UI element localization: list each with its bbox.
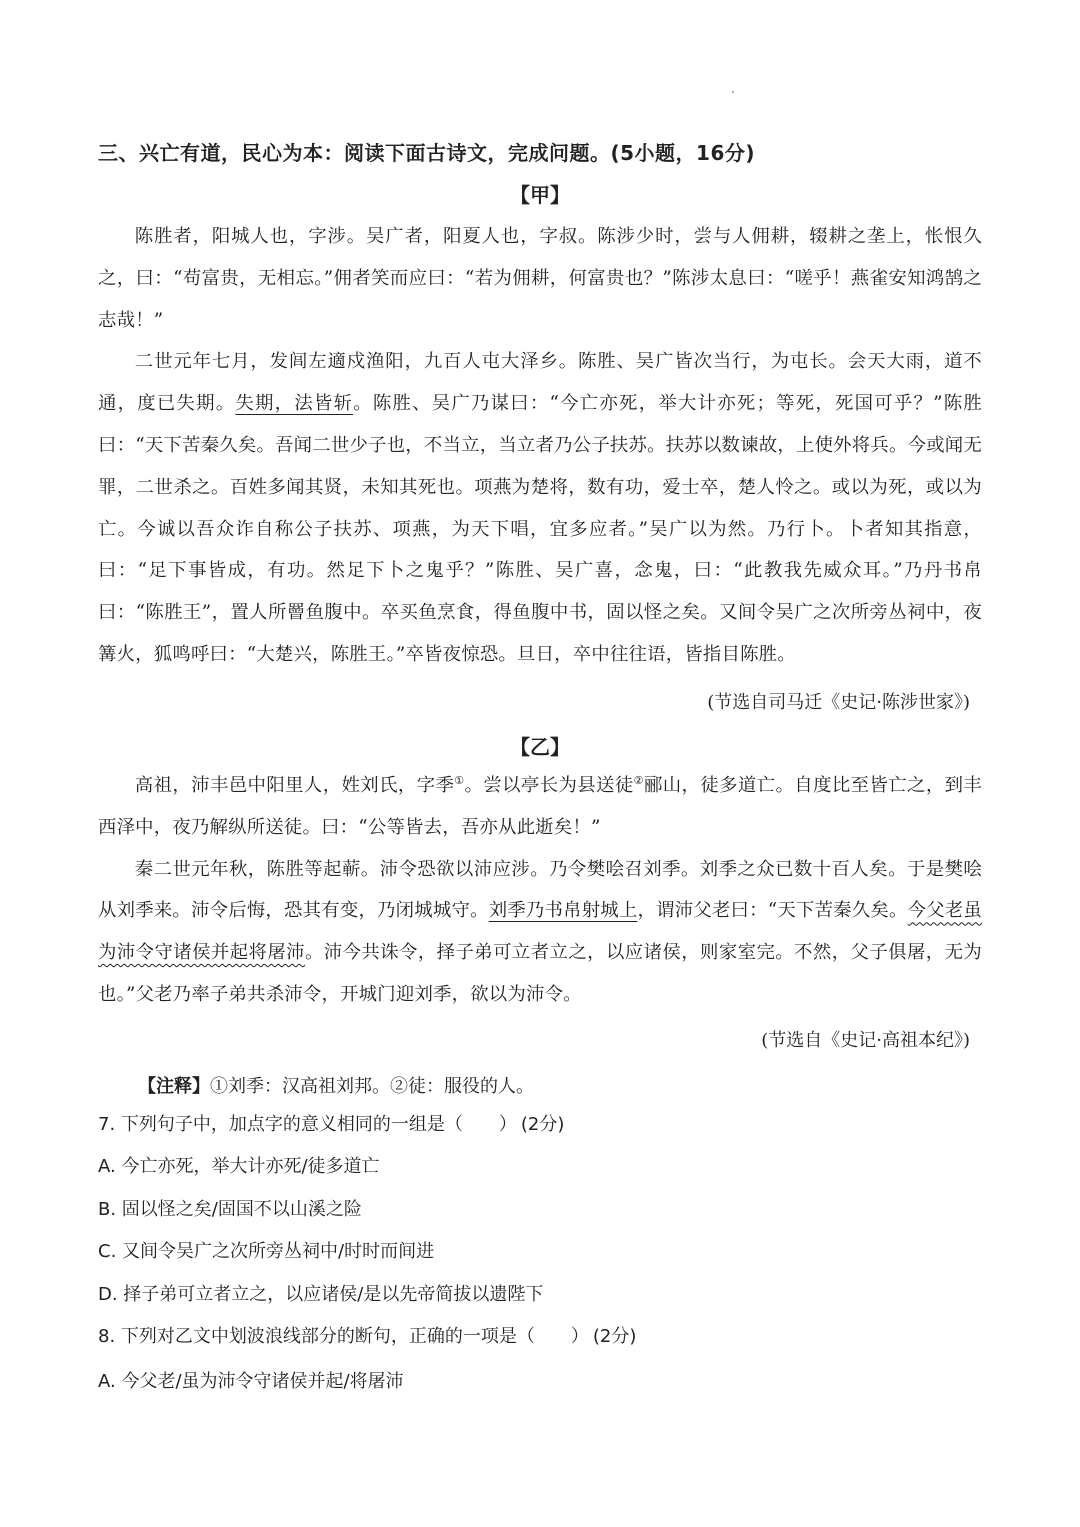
question-7-points: (2分) <box>520 1114 565 1135</box>
passage-a <box>98 216 982 676</box>
question-8-text: 8. 下列对乙文中划波浪线部分的断句，正确的一项是（ ） <box>98 1326 589 1347</box>
footnote-marker-1: ① <box>454 774 465 787</box>
question-8-points: (2分) <box>592 1326 637 1347</box>
annotation-notes <box>138 1072 534 1102</box>
passage-b-paragraph-2 <box>98 849 982 1016</box>
underlined-sentence: 失期，法皆斩 <box>235 393 354 415</box>
passage-a-paragraph-1: 陈胜者，阳城人也，字涉。吴广者，阳夏人也，字叔。陈涉少时，尝与人佣耕，辍耕之垄上，怅恨久之，曰：“苟富贵，无相忘。”佣者笑而应曰：“若为佣耕，何富贵也？”陈涉太息曰：“嗟乎！燕雀安知鸿鹄之志哉！” <box>98 226 982 331</box>
question-7-option-d: D. 择子弟可立者立之，以应诸侯/是以先帝简拔以遗陛下 <box>98 1284 544 1305</box>
passage-a-p2-before: 二世元年七月，发闾左適戍渔阳，九百人屯大泽乡。陈胜、吴广皆次当行，为屯长。会天大雨，道不通，度已失期。 <box>98 351 982 415</box>
footnote-marker-2: ② <box>633 774 644 787</box>
passage-a-source: (节选自司马迁《史记·陈涉世家》) <box>707 692 970 713</box>
passage-b-p2-mid: ，谓沛父老曰：“天下苦秦久矣。 <box>637 900 908 922</box>
underlined-sentence: 刘季乃书帛射城上 <box>488 900 638 922</box>
passage-b <box>98 765 982 1016</box>
question-7-option-a: A. 今亡亦死，举大计亦死/徒多道亡 <box>98 1156 380 1177</box>
question-8-option-a: A. 今父老/虽为沛令守诸侯并起/将屠沛 <box>98 1371 404 1392</box>
passage-b-p2-after: 。沛今共诛令，择子弟可立者立之，以应诸侯，则家室完。不然，父子俱屠，无为也。”父老乃率子弟共杀沛令，开城门迎刘季，欲以为沛令。 <box>98 942 983 1005</box>
passage-a-label: 【甲】 <box>510 183 570 207</box>
scan-dot <box>732 91 734 93</box>
question-7-option-b: B. 固以怪之矣/固国不以山溪之险 <box>98 1199 362 1220</box>
passage-b-p1-c: 郦山，徒多道亡。自度比至皆亡之，到丰西泽中，夜乃解纵所送徒。曰：“公等皆去，吾亦从此逝矣！” <box>98 775 982 838</box>
section-title: 三、兴亡有道，民心为本：阅读下面古诗文，完成问题。(5小题，16分) <box>98 141 756 165</box>
question-7-stem <box>98 1110 978 1140</box>
passage-b-p1-a: 高祖，沛丰邑中阳里人，姓刘氏，字季 <box>134 775 455 796</box>
wavy-underlined-sentence: 今父老虽为沛令守诸侯并起将屠沛 <box>98 900 983 964</box>
passage-b-paragraph-1 <box>98 765 982 849</box>
passage-b-source: (节选自《史记·高祖本纪》) <box>761 1030 970 1051</box>
notes-tag: 【注释】 <box>138 1076 210 1097</box>
passage-a-paragraph-2 <box>98 341 982 675</box>
passage-b-p2-before: 秦二世元年秋，陈胜等起蕲。沛令恐欲以沛应涉。乃令樊哙召刘季。刘季之众已数十百人矣。于是樊哙从刘季来。沛令后悔，恐其有变，乃闭城城守。 <box>98 858 982 922</box>
passage-a-p2-after: 。陈胜、吴广乃谋曰：“今亡亦死，举大计亦死；等死，死国可乎？”陈胜曰：“天下苦秦久矣。吾闻二世少子也，不当立，当立者乃公子扶苏。扶苏以数谏故，上使外将兵。今或闻无罪，二世杀之。百姓多闻其贤，未知其死也。项燕为楚将，数有功，爱士卒，楚人怜之。或以为死，或以为亡。今诚以吾众诈自称公子扶苏、项燕，为天下唱，宜多应者。”吴广以为然。乃行卜。卜者知其指意，曰：“足下事皆成，有功。然足下卜之鬼乎？”陈胜、吴广喜，念鬼，曰：“此教我先威众耳。”乃丹书帛曰：“陈胜王”，置人所罾鱼腹中。卒买鱼烹食，得鱼腹中书，固以怪之矣。又间令吴广之次所旁丛祠中，夜篝火，狐鸣呼曰：“大楚兴，陈胜王。”卒皆夜惊恐。旦日，卒中往往语，皆指目陈胜。 <box>98 393 983 665</box>
question-7-text: 7. 下列句子中，加点字的意义相同的一组是（ ） <box>98 1114 517 1135</box>
question-7-option-c: C. 又间令吴广之次所旁丛祠中/时时而间进 <box>98 1241 435 1262</box>
passage-b-label: 【乙】 <box>510 735 570 759</box>
question-8-stem <box>98 1322 978 1352</box>
passage-b-p1-b: 。尝以亭长为县送徒 <box>464 775 634 796</box>
notes-text: ①刘季：汉高祖刘邦。②徒：服役的人。 <box>210 1076 534 1097</box>
